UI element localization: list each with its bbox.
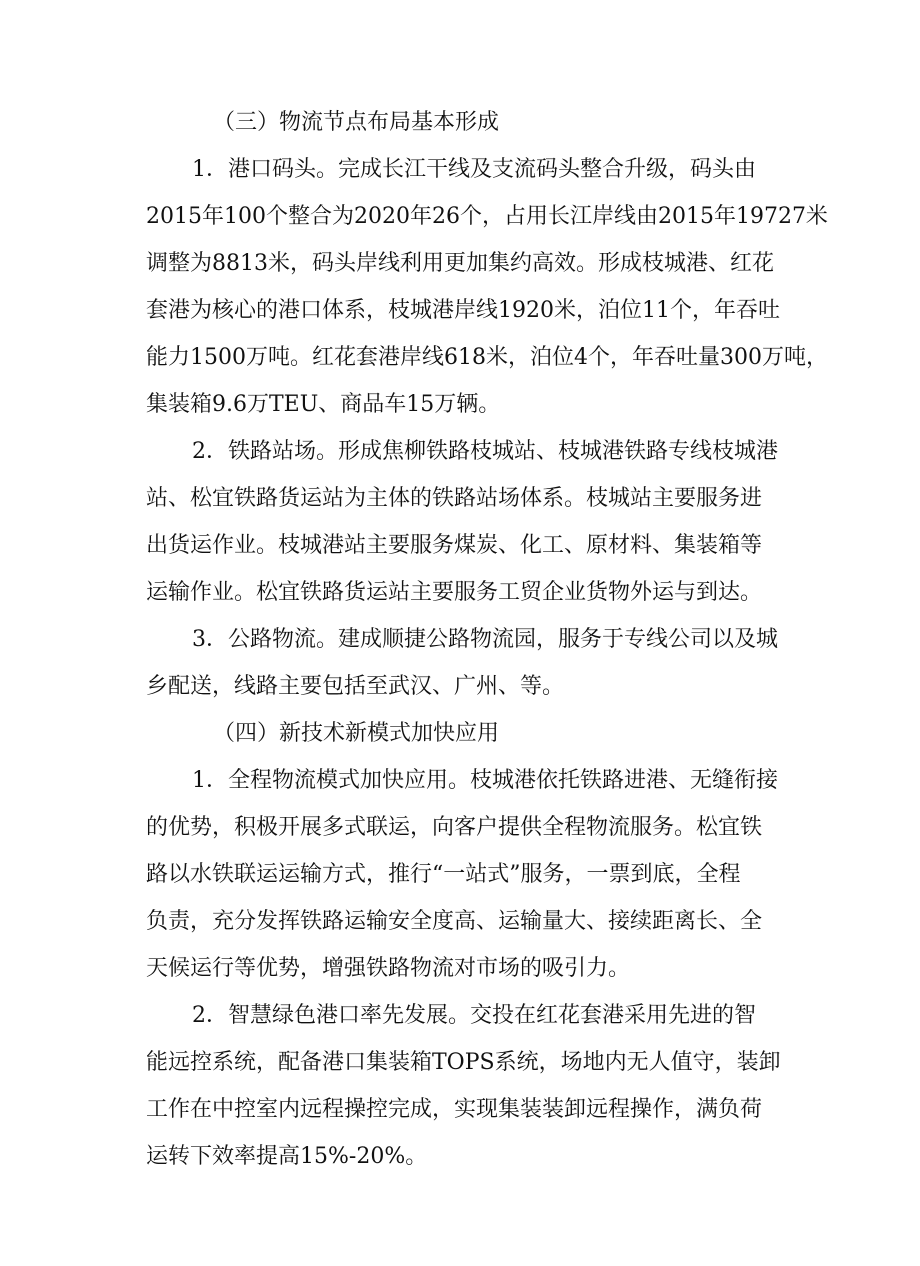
paragraph-line: 负责，充分发挥铁路运输安全度高、运输量大、接续距离长、全 [146, 909, 763, 934]
section-heading-4: （四）新技术新模式加快应用 [213, 721, 500, 746]
paragraph-line: 乡配送，线路主要包括至武汉、广州、等。 [146, 674, 565, 699]
paragraph-line: 2．铁路站场。形成焦柳铁路枝城站、枝城港铁路专线枝城港 [192, 439, 778, 464]
paragraph-line: 天候运行等优势，增强铁路物流对市场的吸引力。 [146, 956, 631, 981]
paragraph-line: 2．智慧绿色港口率先发展。交投在红花套港采用先进的智 [192, 1003, 756, 1028]
paragraph-line: 3．公路物流。建成顺捷公路物流园，服务于专线公司以及城 [192, 627, 778, 652]
paragraph-line: 集装箱9.6万TEU、商品车15万辆。 [146, 392, 501, 417]
paragraph-line: 运转下效率提高15%-20%。 [146, 1144, 428, 1169]
paragraph-line: 出货运作业。枝城港站主要服务煤炭、化工、原材料、集装箱等 [146, 533, 763, 558]
paragraph-line: 站、松宜铁路货运站为主体的铁路站场体系。枝城站主要服务进 [146, 486, 763, 511]
paragraph-line: 能远控系统，配备港口集装箱TOPS系统，场地内无人值守，装卸 [146, 1050, 781, 1075]
paragraph-line: 的优势，积极开展多式联运，向客户提供全程物流服务。松宜铁 [146, 815, 763, 840]
paragraph-line: 套港为核心的港口体系，枝城港岸线1920米，泊位11个，年吞吐 [146, 298, 780, 323]
paragraph-line: 能力1500万吨。红花套港岸线618米，泊位4个，年吞吐量300万吨， [146, 345, 828, 370]
paragraph-line: 工作在中控室内远程操控完成，实现集装装卸远程操作，满负荷 [146, 1097, 763, 1122]
paragraph-line: 路以水铁联运运输方式，推行“一站式”服务，一票到底，全程 [146, 862, 741, 887]
section-heading-3: （三）物流节点布局基本形成 [213, 110, 500, 135]
paragraph-line: 运输作业。松宜铁路货运站主要服务工贸企业货物外运与到达。 [146, 580, 763, 605]
paragraph-line: 1．全程物流模式加快应用。枝城港依托铁路进港、无缝衔接 [192, 768, 778, 793]
paragraph-line: 调整为8813米，码头岸线利用更加集约高效。形成枝城港、红花 [146, 251, 774, 276]
paragraph-line: 2015年100个整合为2020年26个，占用长江岸线由2015年19727米 [146, 204, 828, 229]
paragraph-line: 1．港口码头。完成长江干线及支流码头整合升级，码头由 [192, 157, 756, 182]
